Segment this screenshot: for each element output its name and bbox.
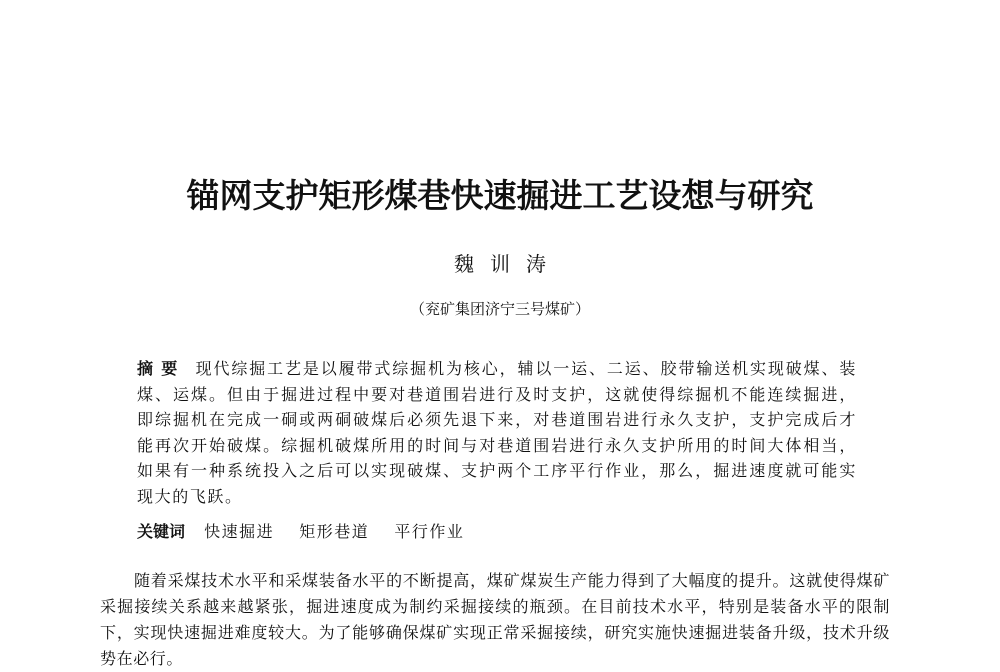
keyword-item: 快速掘进 (204, 522, 275, 541)
body-paragraph: 随着采煤技术水平和采煤装备水平的不断提高，煤矿煤炭生产能力得到了大幅度的提升。这就使得煤矿采掘接续关系越来越紧张，掘进速度成为制约采掘接续的瓶颈。在目前技术水平，特别是装备水平的限制下，实现快速掘进难度较大。为了能够确保煤矿实现正常采掘接续，研究实施快速掘进装备升级，技术升级势在必行。 (100, 571, 890, 668)
abstract (137, 356, 857, 509)
keyword-item: 矩形巷道 (299, 522, 370, 541)
author-affiliation: （兖矿集团济宁三号煤矿） (409, 300, 590, 318)
abstract-label: 摘要 (137, 359, 186, 378)
keywords (137, 519, 857, 544)
paper-title: 锚网支护矩形煤巷快速掘进工艺设想与研究 (186, 176, 814, 215)
abstract-text: 现代综掘工艺是以履带式综掘机为核心，辅以一运、二运、胶带输送机实现破煤、装煤、运煤。但由于掘进过程中要对巷道围岩进行及时支护，这就使得综掘机不能连续掘进，即综掘机在完成一硐或两硐破煤后必须先退下来，对巷道围岩进行永久支护，支护完成后才能再次开始破煤。综掘机破煤所用的时间与对巷道围岩进行永久支护所用的时间大体相当，如果有一种系统投入之后可以实现破煤、支护两个工序平行作业，那么，掘进速度就可能实现大的飞跃。 (137, 359, 857, 506)
paper-author: 魏训涛 (454, 252, 562, 276)
keyword-item: 平行作业 (394, 522, 465, 541)
keywords-label: 关键词 (137, 522, 186, 541)
